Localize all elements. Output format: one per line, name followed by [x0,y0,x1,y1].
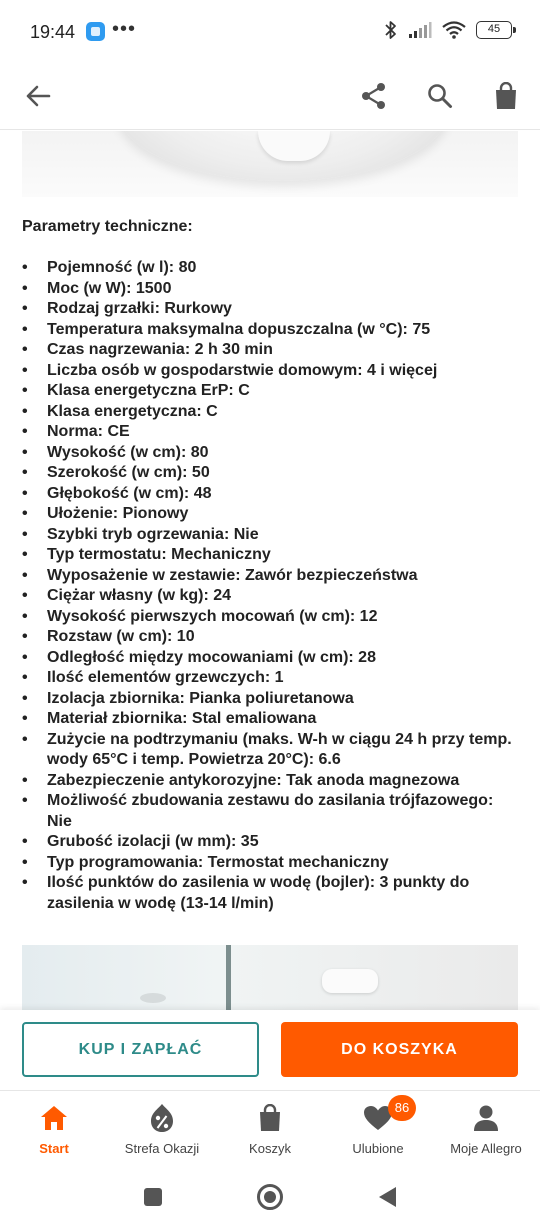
percent-tag-icon [149,1103,175,1133]
spec-item [22,668,522,689]
spec-item [22,340,522,361]
spec-item [22,443,522,464]
nav-moje-allegro[interactable] [432,1091,540,1162]
bluetooth-icon [384,20,398,40]
status-bar [0,0,540,64]
spec-item [22,484,522,505]
spec-item [22,402,522,423]
triangle-back-icon [376,1185,398,1209]
nav-label: Start [39,1141,69,1156]
bullet-icon: • [22,402,28,420]
spec-item [22,832,522,853]
spec-text: Moc (w W): 1500 [47,279,172,297]
bullet-icon: • [22,607,28,625]
spec-text: Możliwość zbudowania zestawu do zasilania trójfazowego: Nie [47,792,494,830]
bullet-icon: • [22,341,28,358]
shopping-bag-icon [494,82,518,110]
back-button[interactable] [18,76,58,116]
bullet-icon: • [22,361,28,379]
bullet-icon: • [22,464,28,481]
bullet-icon: • [22,566,28,584]
nav-strefa-okazji[interactable] [108,1091,216,1162]
spec-item [22,299,522,320]
spec-text: Rodzaj grzałki: Rurkowy [47,300,232,317]
search-icon [427,83,453,109]
share-icon [360,82,388,110]
bullet-icon: • [22,320,28,338]
search-button[interactable] [420,76,460,116]
nav-label: Strefa Okazji [124,1141,200,1156]
bullet-icon: • [22,382,28,399]
spec-item [22,320,522,341]
spec-text: Ilość punktów do zasilenia w wodę (bojler): 3 punkty do zasilenia w wodę (13-14 l/min) [47,874,470,912]
spec-text: Typ termostatu: Mechaniczny [47,546,271,563]
bullet-icon: • [22,546,28,563]
bullet-icon: • [22,443,28,461]
wifi-icon [442,21,466,39]
bullet-icon: • [22,279,28,297]
status-time: 19:44 [30,22,76,42]
spec-text: Wysokość pierwszych mocowań (w cm): 12 [47,607,378,625]
square-icon [143,1187,163,1207]
spec-item [22,258,522,279]
spec-text: Liczba osób w gospodarstwie domowym: 4 i więcej [47,361,438,379]
bullet-icon: • [22,669,28,686]
back-system-button[interactable] [372,1182,402,1212]
nav-label: Moje Allegro [450,1141,522,1156]
cart-button[interactable] [486,76,526,116]
spec-text: Ilość elementów grzewczych: 1 [47,669,284,686]
spec-item [22,361,522,382]
spec-text: Temperatura maksymalna dopuszczalna (w °C): 75 [47,320,431,338]
signal-icon [408,21,432,39]
battery-indicator: 45 [476,21,512,39]
spec-text: Głębokość (w cm): 48 [47,484,212,502]
spec-item [22,627,522,648]
bullet-icon: • [22,771,28,789]
spec-text: Wysokość (w cm): 80 [47,443,209,461]
notification-app-icon [86,22,105,41]
arrow-left-icon [25,84,51,108]
spec-item [22,422,522,443]
bullet-icon: • [22,874,28,891]
specs-list [22,258,522,914]
spec-text: Rozstaw (w cm): 10 [47,628,195,645]
bullet-icon: • [22,689,28,707]
specs-title: Parametry techniczne: [22,218,193,235]
recent-apps-button[interactable] [138,1182,168,1212]
spec-text: Czas nagrzewania: 2 h 30 min [47,341,273,358]
system-nav-bar [0,1162,540,1230]
nav-label: Ulubione [352,1141,404,1156]
bullet-icon: • [22,792,28,809]
spec-text: Szybki tryb ogrzewania: Nie [47,525,259,543]
favorites-count-badge: 86 [388,1095,416,1121]
bullet-icon: • [22,587,28,604]
spec-text: Typ programowania: Termostat mechaniczny [47,853,389,871]
spec-text: Wyposażenie w zestawie: Zawór bezpieczeństwa [47,566,418,584]
spec-text: Grubość izolacji (w mm): 35 [47,833,259,850]
bullet-icon: • [22,423,28,440]
spec-item [22,586,522,607]
spec-item [22,771,522,792]
spec-item [22,279,522,300]
spec-text: Materiał zbiornika: Stal emaliowana [47,710,317,727]
circle-icon [256,1183,284,1211]
bullet-icon: • [22,648,28,666]
spec-item [22,566,522,587]
spec-item [22,525,522,546]
water-heater-top [322,969,378,993]
product-image-top [22,131,518,197]
nav-label: Koszyk [249,1141,291,1156]
spec-text: Klasa energetyczna: C [47,402,218,420]
spec-item [22,709,522,730]
spec-item [22,730,522,771]
spec-item [22,648,522,669]
user-icon [473,1104,499,1132]
bullet-icon: • [22,525,28,543]
bullet-icon: • [22,833,28,850]
bullet-icon: • [22,259,28,276]
spec-item [22,607,522,628]
bullet-icon: • [22,853,28,871]
product-image-bottom [22,945,518,1015]
spec-item [22,381,522,402]
bullet-icon: • [22,484,28,502]
spec-text: Ułożenie: Pionowy [47,505,189,522]
spec-text: Klasa energetyczna ErP: C [47,382,250,399]
more-notifications-icon: ••• [112,18,137,40]
spec-item [22,504,522,525]
bullet-icon: • [22,730,28,748]
add-to-cart-button[interactable]: DO KOSZYKA [281,1022,518,1077]
purchase-action-bar [0,1010,540,1090]
spec-text: Izolacja zbiornika: Pianka poliuretanowa [47,689,354,707]
spec-item [22,791,522,832]
nav-start[interactable] [0,1091,108,1162]
glass-partition [226,945,231,1015]
spec-item [22,853,522,874]
nav-koszyk[interactable] [216,1091,324,1162]
shopping-bag-icon [258,1104,282,1132]
buy-and-pay-button[interactable]: KUP I ZAPŁAĆ [22,1022,259,1077]
share-button[interactable] [354,76,394,116]
nav-ulubione[interactable] [324,1091,432,1162]
spec-item [22,873,522,914]
home-icon [40,1105,68,1131]
bottom-nav [0,1090,540,1162]
spec-text: Ciężar własny (w kg): 24 [47,587,232,604]
spec-text: Odległość między mocowaniami (w cm): 28 [47,648,376,666]
status-indicators [384,20,512,40]
spec-text: Pojemność (w l): 80 [47,259,197,276]
spec-text: Zużycie na podtrzymaniu (maks. W-h w ciągu 24 h przy temp. wody 65°C i temp. Powietrza 20°C): 6.6 [47,730,512,768]
bullet-icon: • [22,710,28,727]
spec-text: Zabezpieczenie antykorozyjne: Tak anoda magnezowa [47,771,460,789]
bullet-icon: • [22,505,28,522]
app-header [0,64,540,130]
spec-item [22,463,522,484]
spec-item [22,689,522,710]
bullet-icon: • [22,628,28,645]
spec-item [22,545,522,566]
spec-text: Norma: CE [47,423,130,440]
ceiling-light [140,993,166,1003]
spec-text: Szerokość (w cm): 50 [47,464,210,481]
home-system-button[interactable] [255,1182,285,1212]
bullet-icon: • [22,300,28,317]
